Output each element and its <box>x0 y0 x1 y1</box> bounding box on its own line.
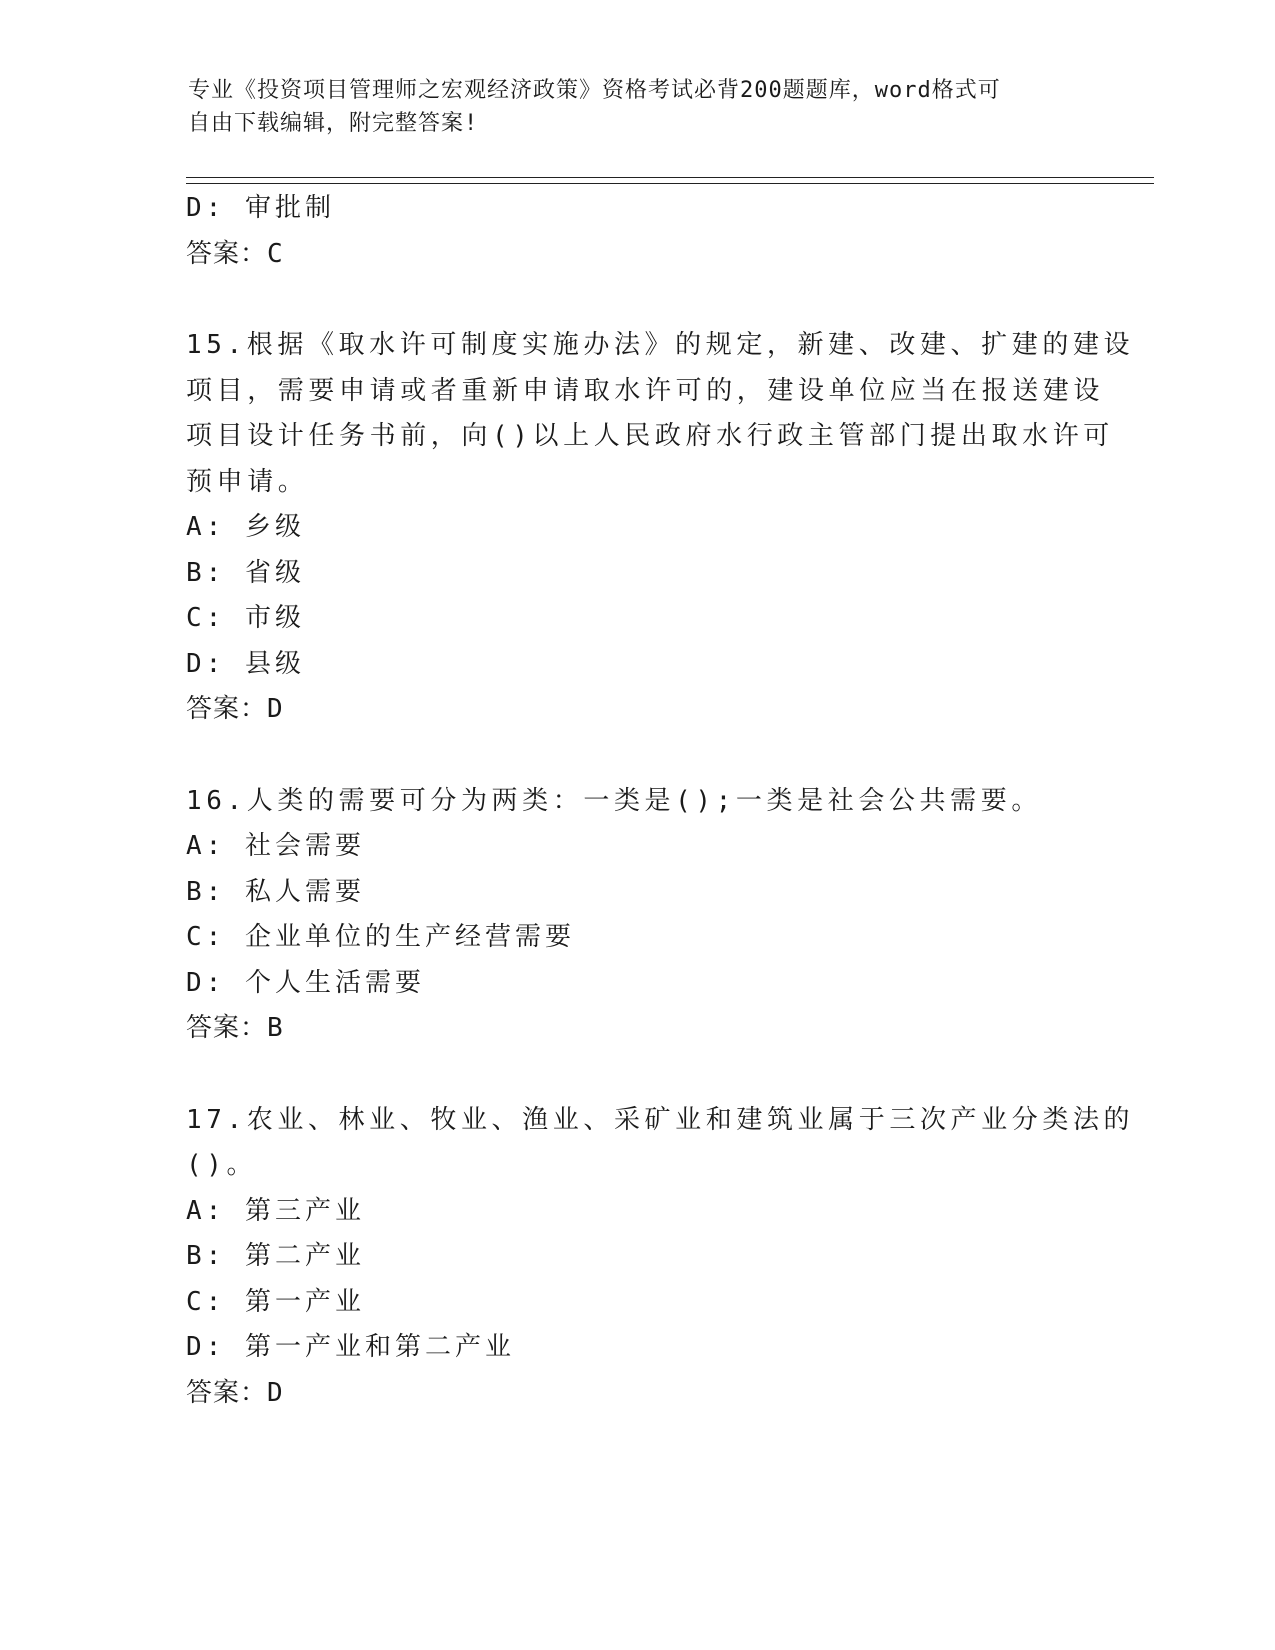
question-17 <box>186 1098 1135 1417</box>
question-17-option-b: B: 第二产业 <box>186 1241 365 1271</box>
question-content <box>186 186 1135 1416</box>
question-17-stem <box>186 1098 1135 1189</box>
question-17-option-c: C: 第一产业 <box>186 1286 365 1317</box>
question-17-answer: 答案：D <box>186 1377 284 1408</box>
header-divider-top <box>186 177 1154 178</box>
question-17-option-a: A: 第三产业 <box>186 1195 365 1226</box>
question-16 <box>186 779 1086 1052</box>
question-16-answer: 答案：B <box>186 1013 284 1043</box>
question-15-option-c: C: 市级 <box>186 603 305 633</box>
prev-option-d: D: 审批制 <box>186 193 335 223</box>
header-line-2: 自由下载编辑，附完整答案! <box>188 111 479 136</box>
question-16-option-d: D: 个人生活需要 <box>186 967 425 998</box>
question-16-option-b: B: 私人需要 <box>186 876 365 907</box>
header-line-1: 专业《投资项目管理师之宏观经济政策》资格考试必背200题题库，word格式可 <box>188 78 1001 103</box>
question-15-answer: 答案：D <box>186 694 284 724</box>
question-16-option-c: C: 企业单位的生产经营需要 <box>186 922 575 952</box>
question-15-stem-line: 15.根据《取水许可制度实施办法》的规定，新建、改建、扩建的建设 <box>186 330 1135 360</box>
question-15 <box>186 323 1135 733</box>
question-16-stem-line: 16.人类的需要可分为两类：一类是();一类是社会公共需要。 <box>186 785 1042 816</box>
question-15-stem-line: 预申请。 <box>186 466 309 497</box>
header-divider-bottom <box>186 183 1154 184</box>
question-15-option-b: B: 省级 <box>186 557 305 588</box>
question-15-option-a: A: 乡级 <box>186 512 305 542</box>
question-17-option-d: D: 第一产业和第二产业 <box>186 1332 515 1362</box>
question-15-stem-line: 项目，需要申请或者重新申请取水许可的，建设单位应当在报送建设 <box>186 375 1105 406</box>
question-16-stem <box>186 779 1086 825</box>
question-17-stem-line: ()。 <box>186 1150 258 1180</box>
prev-answer: 答案：C <box>186 238 284 269</box>
question-16-option-a: A: 社会需要 <box>186 831 365 861</box>
question-15-stem-line: 项目设计任务书前，向()以上人民政府水行政主管部门提出取水许可 <box>186 421 1114 451</box>
question-15-option-d: D: 县级 <box>186 648 305 679</box>
question-15-stem <box>186 323 1135 505</box>
question-17-stem-line: 17.农业、林业、牧业、渔业、采矿业和建筑业属于三次产业分类法的 <box>186 1104 1135 1135</box>
document-header <box>188 74 1068 140</box>
